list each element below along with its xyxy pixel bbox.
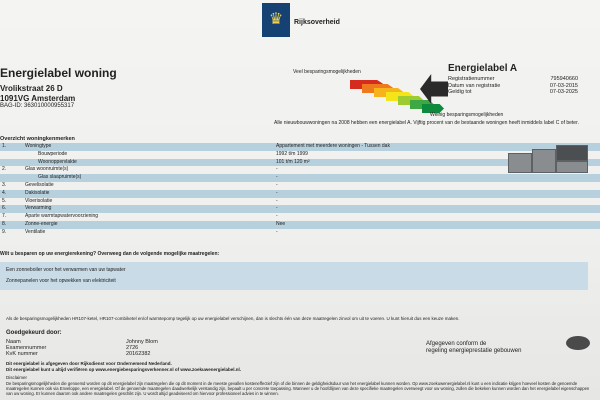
row-value: 101 t/m 120 m² — [276, 158, 310, 165]
energy-label-title: Energielabel A — [448, 63, 518, 74]
info-value: 07-03-2015 — [549, 82, 578, 89]
crown-icon: ♛ — [268, 9, 284, 28]
scale-top-label: Veel besparingsmogelijkheden — [293, 69, 361, 75]
certification-seal — [566, 336, 590, 350]
approved-key: Examennummer — [6, 345, 47, 351]
label-pointer-arrow — [420, 74, 448, 104]
rijksoverheid-logo — [262, 3, 290, 37]
page-title: Energielabel woning — [0, 66, 117, 80]
table-row — [0, 198, 600, 206]
conform-statement — [426, 341, 521, 355]
bag-id: BAG-ID: 363010000955317 — [0, 103, 75, 109]
disclaimer-text: De besparingsmogelijkheden die genoemd worden op dit energielabel zijn maatregelen die op dit moment in de meeste gevallen kosteneffectief zijn of die binnen de geldigheidsduur van het energielabel kunnen worden. Op www.zoekuwenergielabel.nl kunt u een indicatie krijgen hoeveel kosten de genoemde maatregelen kunnen ook via Enveloppe, een energielabel. Of de genoemde maatregelen daadwerkelijk verstandig zijn, bepaalt u per concrete toepassing. Wanneer u de hoofdlijnen van deze specifieke maatregelen overweegt voor uw woning, zullen die bekeken kunnen worden dan het energielabel eigenschappen van uw woning. Er kunnen daarom ook andere maatregelen geschikt zijn. U wordt altijd geadviseerd om hiervoor professioneel advies in te winnen. — [6, 381, 590, 397]
row-label: Zonne-energie — [25, 220, 58, 227]
row-label: Glas slaapruimte(s) — [38, 174, 82, 181]
label-notice: Alle nieuwbouwwoningen na 2008 hebben een energielabel A. Vijftig procent van de bestaande woningen heeft inmiddels label C of beter. — [274, 120, 579, 126]
row-label: Ventilatie — [25, 228, 46, 235]
row-number: 3. — [2, 181, 7, 188]
row-label: Bouwperiode — [38, 150, 68, 157]
row-label: Woningtype — [25, 143, 52, 149]
table-row — [0, 213, 600, 221]
building-illustration — [508, 145, 588, 173]
disclaimer-heading: Disclaimer — [6, 375, 28, 380]
advice-note: Als de besparingsmogelijkheden HR107-ketel, HR107-combiketel en/of warmtepomp tegelijk op uw energielabel verschijnen, dan is slechts één van deze maatregelen zinvol om uit te voeren. U kunt hieruit dus een keuze maken. — [6, 316, 460, 321]
row-value: - — [276, 174, 278, 181]
approved-value: 20162382 — [126, 351, 151, 357]
row-value: - — [276, 228, 278, 235]
info-value: 07-03-2025 — [549, 89, 578, 95]
row-label: Aparte warmtapwatervoorziening — [25, 213, 99, 220]
row-value: 1992 t/m 1999 — [276, 150, 308, 157]
row-number: 4. — [2, 189, 7, 196]
conform-line: regeling energieprestatie gebouwen — [426, 348, 522, 354]
approved-value: 2726 — [126, 345, 139, 351]
brand-name: Rijksoverheid — [294, 19, 340, 26]
label-info — [448, 76, 578, 96]
row-number: 1. — [2, 143, 7, 149]
row-number: 5. — [2, 197, 7, 204]
info-value: 795940660 — [550, 76, 578, 82]
info-key: Geldig tot — [448, 89, 472, 95]
approved-key: Naam — [6, 339, 21, 345]
advice-item: Een zonneboiler voor het verwarmen van uw tapwater — [6, 267, 126, 273]
row-number: 6. — [2, 205, 7, 212]
approved-details — [6, 339, 158, 357]
table-row — [0, 174, 600, 182]
row-number: 7. — [2, 213, 7, 220]
advice-list — [0, 262, 588, 290]
row-number: 9. — [2, 228, 7, 235]
advice-item: Zonnepanelen voor het opwekken van elektriciteit — [6, 278, 116, 284]
table-row — [0, 229, 600, 237]
approved-heading: Goedgekeurd door: — [6, 330, 62, 336]
approved-key: KvK nummer — [6, 351, 38, 357]
row-label: Gevelisolatie — [25, 181, 54, 188]
info-key: Datum van registratie — [448, 82, 501, 89]
row-label: Vloerisolatie — [25, 197, 53, 204]
row-value: Nee — [276, 220, 286, 227]
table-row — [0, 221, 600, 229]
row-value: - — [276, 166, 278, 173]
info-key: Registratienummer — [448, 76, 495, 82]
issued-line: Dit energielabel is afgegeven door Rijksdienst voor Ondernemend Nederland. — [6, 361, 172, 366]
table-row — [0, 182, 600, 190]
table-row — [0, 205, 600, 213]
address-street: Vrolikstraat 26 D — [0, 84, 63, 93]
row-label: Woonoppervlakte — [38, 158, 77, 165]
table-row — [0, 190, 600, 198]
row-value: - — [276, 197, 278, 204]
row-value: - — [276, 189, 278, 196]
approved-value: Johnny Blom — [126, 339, 158, 345]
row-label: Dakisolatie — [25, 189, 50, 196]
scale-bottom-label: Weinig besparingsmogelijkheden — [430, 112, 504, 118]
info-row — [448, 89, 578, 96]
row-label: Verwarming — [25, 205, 52, 212]
row-number: 2. — [2, 166, 7, 173]
overview-heading: Overzicht woningkenmerken — [0, 136, 75, 142]
row-value: - — [276, 205, 278, 212]
row-number: 8. — [2, 220, 7, 227]
row-label: Glas woonruimte(s) — [25, 166, 69, 173]
row-value: - — [276, 181, 278, 188]
row-value: Appartement met meerdere woningen - Tussen dak — [276, 143, 390, 149]
row-value: - — [276, 213, 278, 220]
advice-question: Wilt u besparen op uw energierekening? Overweeg dan de volgende mogelijke maatregelen: — [0, 251, 220, 257]
address-city: 1091VG Amsterdam — [0, 94, 76, 103]
issued-statement — [6, 361, 241, 372]
conform-line: Afgegeven conform de — [426, 341, 487, 347]
issued-line: Dit energielabel kunt u altijd verifiëren op www.energiebesparingsverkenner.nl of www.zoekuwenergielabel.nl. — [6, 366, 241, 372]
